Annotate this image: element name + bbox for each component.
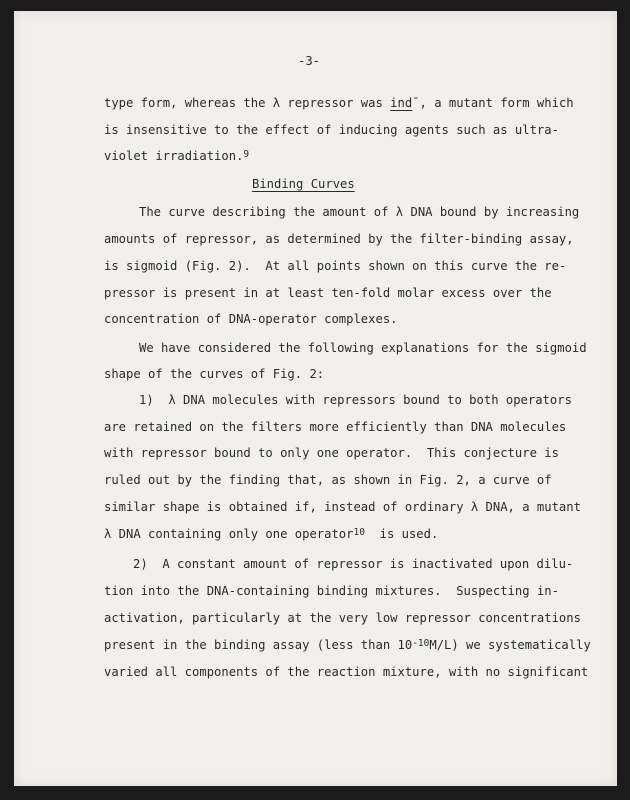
footnote-ref: 10: [353, 527, 365, 538]
text-line: concentration of DNA-operator complexes.: [104, 312, 398, 326]
text-line: shape of the curves of Fig. 2:: [104, 367, 325, 381]
text-line: is sigmoid (Fig. 2). At all points shown on this curve the re-: [104, 259, 567, 273]
text-line: ruled out by the finding that, as shown in Fig. 2, a curve of: [104, 473, 552, 487]
text-line: similar shape is obtained if, instead of ordinary λ DNA, a mutant: [104, 500, 581, 514]
text-line: present in the binding assay (less than $10^{-10}M/L$) we systematically: [104, 638, 591, 652]
mutant-name-ind: ind: [390, 96, 413, 110]
text-line: 2) A constant amount of repressor is inactivated upon dilu-: [133, 557, 574, 571]
text-line: activation, particularly at the very low repressor concentrations: [104, 611, 581, 625]
text-line: 1) λ DNA molecules with repressors bound to both operators: [139, 393, 572, 407]
section-heading: Binding Curves: [252, 177, 355, 191]
text-line: is insensitive to the effect of inducing agents such as ultra-: [104, 123, 559, 137]
text-line: varied all components of the reaction mixture, with no significant: [104, 665, 589, 679]
text-line: are retained on the filters more efficiently than DNA molecules: [104, 420, 567, 434]
page-number: -3-: [298, 54, 321, 68]
text-line: type form, whereas the λ repressor was ind¯, a mutant form which: [104, 96, 574, 110]
footnote-ref: 9: [243, 149, 250, 160]
text-line: The curve describing the amount of λ DNA bound by increasing: [139, 205, 580, 219]
text-line: tion into the DNA-containing binding mixtures. Suspecting in-: [104, 584, 559, 598]
text-line: pressor is present in at least ten-fold molar excess over the: [104, 286, 552, 300]
text-line: amounts of repressor, as determined by the filter-binding assay,: [104, 232, 574, 246]
text-line: with repressor bound to only one operator. This conjecture is: [104, 446, 559, 460]
text-line: violet irradiation.$^9$: [104, 149, 250, 163]
text-line: λ DNA containing only one operator$^{10}$ is used.: [104, 527, 439, 541]
exponent: -10: [412, 638, 430, 649]
text-line: We have considered the following explanations for the sigmoid: [139, 341, 587, 355]
